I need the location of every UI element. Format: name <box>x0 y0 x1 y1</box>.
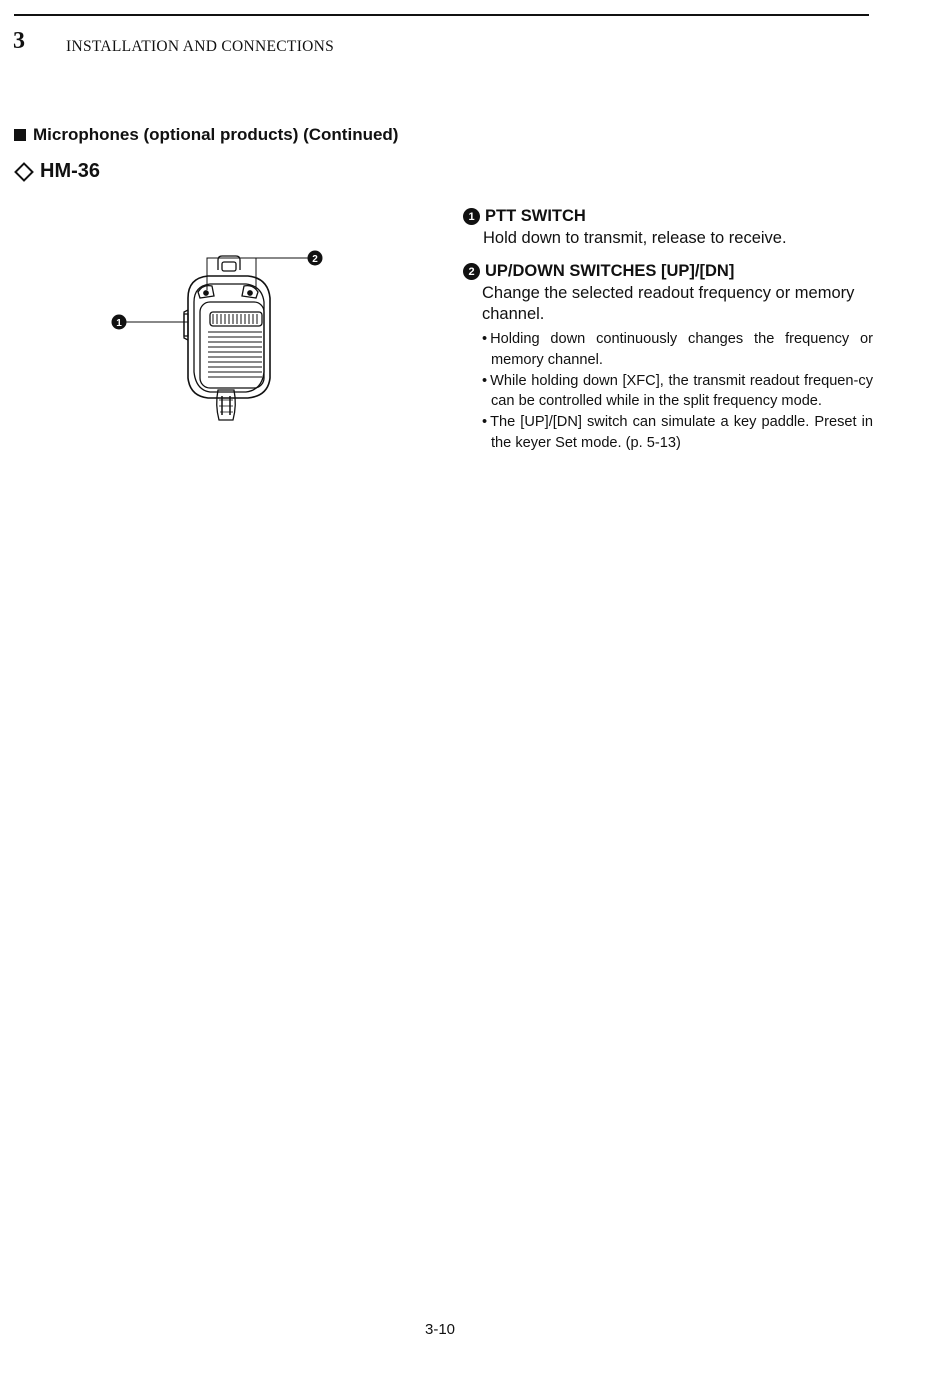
item-description: Hold down to transmit, release to receive. <box>483 229 787 247</box>
bullet-item: • Holding down continuously changes the frequency or memory channel. <box>482 329 873 370</box>
chapter-number: 3 <box>13 28 25 54</box>
subsection-heading <box>14 160 100 183</box>
bullet-list <box>463 329 873 453</box>
section-title: Microphones (optional products) (Continued) <box>33 125 399 144</box>
callout-2-label: 2 <box>312 254 318 265</box>
item-ptt-switch <box>463 207 873 249</box>
hm36-microphone-illustration <box>100 240 340 440</box>
section-heading <box>14 125 398 145</box>
subsection-title: HM-36 <box>40 160 101 182</box>
header-rule <box>14 14 869 16</box>
item-description: Change the selected readout frequency or memory channel. <box>482 284 855 323</box>
bullet-item: • The [UP]/[DN] switch can simulate a key paddle. Preset in the keyer Set mode. (p. 5-13) <box>482 412 873 453</box>
number-1-icon: 1 <box>463 208 480 225</box>
diamond-icon <box>14 162 34 182</box>
item-title-text: PTT SWITCH <box>485 207 586 225</box>
item-title <box>463 262 873 281</box>
item-up-down-switches <box>463 262 873 454</box>
page-number: 3-10 <box>425 1321 456 1338</box>
chapter-title: INSTALLATION AND CONNECTIONS <box>66 38 335 55</box>
square-bullet-icon <box>14 129 26 141</box>
number-2-icon: 2 <box>463 263 480 280</box>
item-title-text: UP/DOWN SWITCHES [UP]/[DN] <box>485 262 735 280</box>
item-title <box>463 207 873 226</box>
bullet-item: • While holding down [XFC], the transmit readout frequen-cy can be controlled while in the split frequency mode. <box>482 371 873 412</box>
callout-1-label: 1 <box>116 318 122 329</box>
